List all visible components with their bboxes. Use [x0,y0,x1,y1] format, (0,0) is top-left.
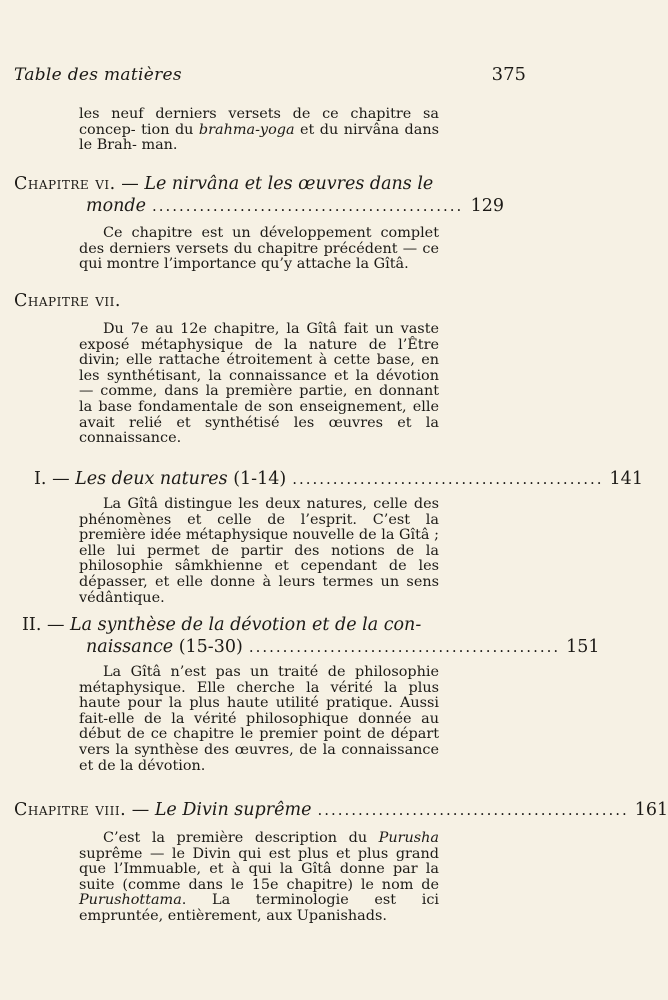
chapter-7-label: Chapitre vii. [14,291,121,311]
chapter-6-title-line-2: monde [86,196,146,216]
chapter-6-title-line-1: Le nirvâna et les œuvres dans le [144,174,434,194]
chapter-8-summary-purusha: Purusha [378,830,439,846]
intro-line-2-end: et du nirvâna dans le Brah- [79,121,439,154]
section-2-range: (15-30) [178,637,243,657]
section-2-heading [22,614,600,658]
chapter-8-summary-middle: suprême — le Divin qui est plus et plus grand que l’Immuable, et à qui la Gîtâ donne par la suite (comme dans le 15e chapitre) le nom de [79,845,439,893]
chapter-8-summary-end: . La terminologie est ici empruntée, entièrement, aux Upanishads. [79,892,439,924]
section-1-title: Les deux natures [75,469,228,489]
chapter-8-dash: — [131,800,150,820]
chapter-8-label: Chapitre viii. [14,800,127,820]
intro-paragraph [79,107,439,154]
intro-line-2-start: tion du [141,121,199,138]
chapter-7-summary: Du 7e au 12e chapitre, la Gîtâ fait un vaste exposé métaphysique de la nature de l’Être divin; elle rattache étroitement à cette base, en les synthétisant, la connaissance et la dévotion — comme, dans la première partie, en donnant la base fondamentale de son enseignement, elle avait relié et synthétisé les œuvres et la connaissance. [79,321,439,447]
running-head [14,64,526,85]
chapter-8-page: 161 [634,800,668,820]
section-1-dash: — [52,469,70,489]
chapter-8-summary-start: C’est la première description du [103,830,379,846]
chapter-8-title: Le Divin suprême [154,800,312,820]
chapter-6-leader-dots: .............................................. [151,197,464,215]
section-1-range: (1-14) [233,469,287,489]
section-2-title-line-1: La synthèse de la dévotion et de la con- [70,615,422,635]
page-number: 375 [491,64,526,85]
chapter-6-heading [14,173,504,217]
running-head-title: Table des matières [14,65,182,85]
intro-line-1: les neuf derniers versets de ce chapitre sa concep- [79,106,439,138]
chapter-8-leader-dots: .............................................. [317,801,629,819]
chapter-7-heading [14,290,121,312]
section-2-title-line-2: naissance [86,637,174,657]
section-2-dash: — [46,615,65,635]
chapter-8-heading [14,799,668,821]
section-1-heading [34,468,643,490]
section-1-summary: La Gîtâ distingue les deux natures, celle des phénomènes et celle de l’esprit. C’est la première idée métaphysique nouvelle de la Gîtâ ; elle lui permet de partir des notions de la philosophie sâmkhienne et cependant de les dépasser, et elle donne à leurs termes un sens védântique. [79,496,439,606]
intro-line-3: man. [141,137,178,154]
section-2-leader-dots: .............................................. [248,638,561,656]
section-2-numeral: II. [22,615,42,635]
section-2-summary: La Gîtâ n’est pas un traité de philosophie métaphysique. Elle cherche la vérité la plus haute pour la plus haute utilité pratique. Aussi fait-elle de la vérité philosophique donnée au début de ce chapitre le premier point de départ vers la synthèse des œuvres, de la connaissance et de la dévotion. [79,664,439,774]
intro-line-2-italic: brahma-yoga [198,121,295,138]
section-1-numeral: I. [34,469,47,489]
chapter-8-summary [79,831,439,925]
section-1-page: 141 [609,469,643,489]
chapter-8-summary-purushottama: Purushottama [79,892,182,909]
chapter-6-summary: Ce chapitre est un développement complet des derniers versets du chapitre précédent — ce qui montre l’importance qu’y attache la Gîtâ. [79,225,439,273]
section-1-leader-dots: .............................................. [292,470,604,488]
chapter-6-dash: — [121,174,139,194]
chapter-6-page: 129 [470,196,504,216]
chapter-6-label: Chapitre vi. [14,174,116,194]
section-2-page: 151 [566,637,600,657]
